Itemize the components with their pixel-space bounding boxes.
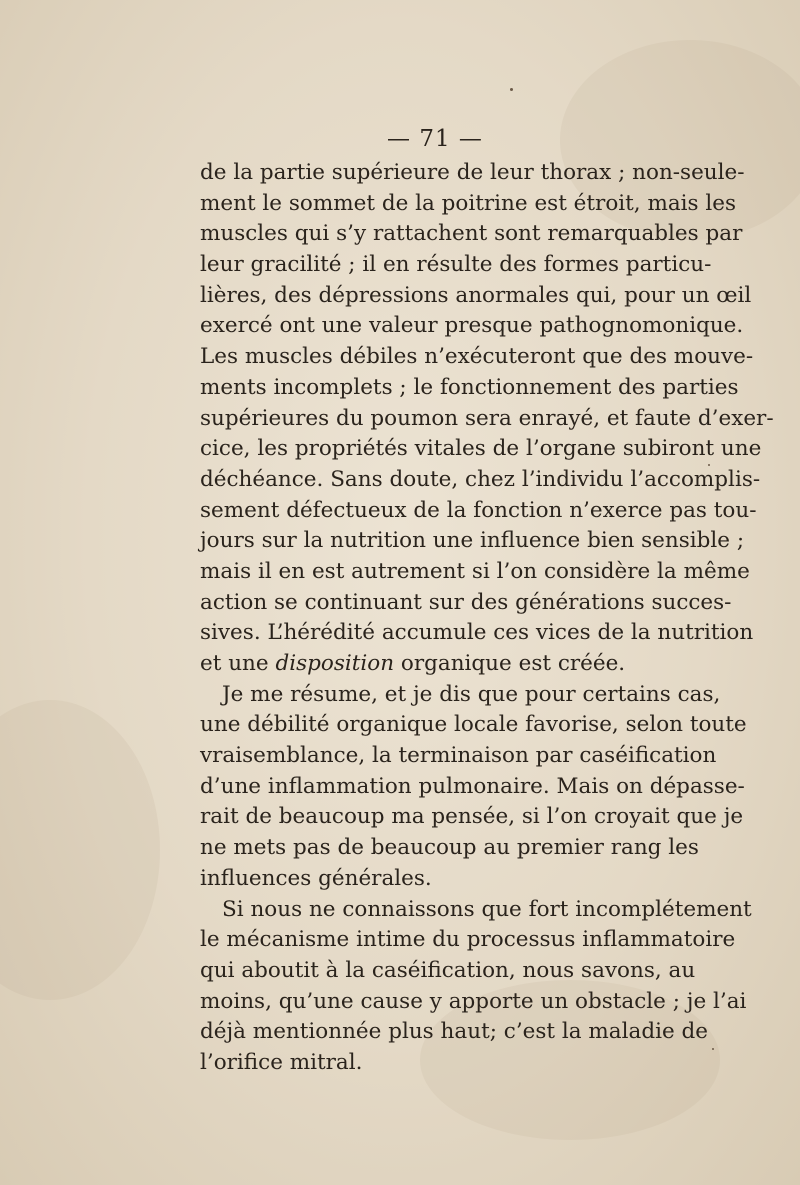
text-line: qui aboutit à la caséification, nous savons, au: [200, 957, 696, 983]
text-line: mais il en est autrement si l’on considère la même: [200, 558, 750, 584]
paper-speck: [712, 1048, 714, 1050]
text-line: le mécanisme intime du processus inflammatoire: [200, 927, 736, 953]
text-line: rait de beaucoup ma pensée, si l’on croyait que je: [200, 804, 744, 830]
text-line-paragraph-start: Si nous ne connaissons que fort incomplétement: [222, 896, 752, 922]
text-line: moins, qu’une cause y apporte un obstacle ; je l’ai: [200, 988, 747, 1014]
text-line: ne mets pas de beaucoup au premier rang les: [200, 835, 699, 861]
text-line: action se continuant sur des générations succes-: [200, 589, 732, 615]
text-line: déjà mentionnée plus haut; c’est la maladie de: [200, 1019, 709, 1045]
body-text: [200, 158, 774, 1079]
text-line: ments incomplets ; le fonctionnement des parties: [200, 374, 739, 400]
text-line: muscles qui s’y rattachent sont remarquables par: [200, 221, 743, 247]
text-line: cice, les propriétés vitales de l’organe subiront une: [200, 436, 762, 462]
paper-stain: [0, 700, 160, 1000]
text-line: exercé ont une valeur presque pathognomonique.: [200, 313, 744, 339]
text-fragment: organique est créée.: [394, 651, 626, 676]
text-line: ment le sommet de la poitrine est étroit, mais les: [200, 190, 737, 216]
text-line-paragraph-end: influences générales.: [200, 865, 432, 891]
text-fragment: et une: [200, 651, 276, 676]
text-line-paragraph-start: Je me résume, et je dis que pour certains cas,: [222, 681, 721, 707]
paper-speck: [510, 88, 513, 91]
text-line: sement défectueux de la fonction n’exerce pas tou-: [200, 497, 757, 523]
text-line: jours sur la nutrition une influence bien sensible ;: [200, 528, 745, 554]
text-line: Les muscles débiles n’exécuteront que des mouve-: [200, 344, 754, 370]
text-line-paragraph-end: l’orifice mitral.: [200, 1049, 363, 1075]
text-line: une débilité organique locale favorise, selon toute: [200, 712, 747, 738]
text-line: d’une inflammation pulmonaire. Mais on dépasse-: [200, 773, 745, 799]
text-line: de la partie supérieure de leur thorax ; non-seule-: [200, 160, 745, 185]
paper-speck: [708, 464, 710, 466]
text-line: déchéance. Sans doute, chez l’individu l’accomplis-: [200, 466, 761, 492]
text-line: leur gracilité ; il en résulte des formes particu-: [200, 252, 712, 278]
text-line: supérieures du poumon sera enrayé, et faute d’exer-: [200, 405, 774, 431]
page-number: — 71 —: [387, 126, 483, 152]
text-line-paragraph-end: [200, 649, 680, 680]
text-line: sives. L’hérédité accumule ces vices de la nutrition: [200, 620, 754, 646]
italic-term: disposition: [275, 651, 395, 676]
text-line: vraisemblance, la terminaison par caséification: [200, 743, 717, 769]
text-line: lières, des dépressions anormales qui, pour un œil: [200, 282, 752, 308]
